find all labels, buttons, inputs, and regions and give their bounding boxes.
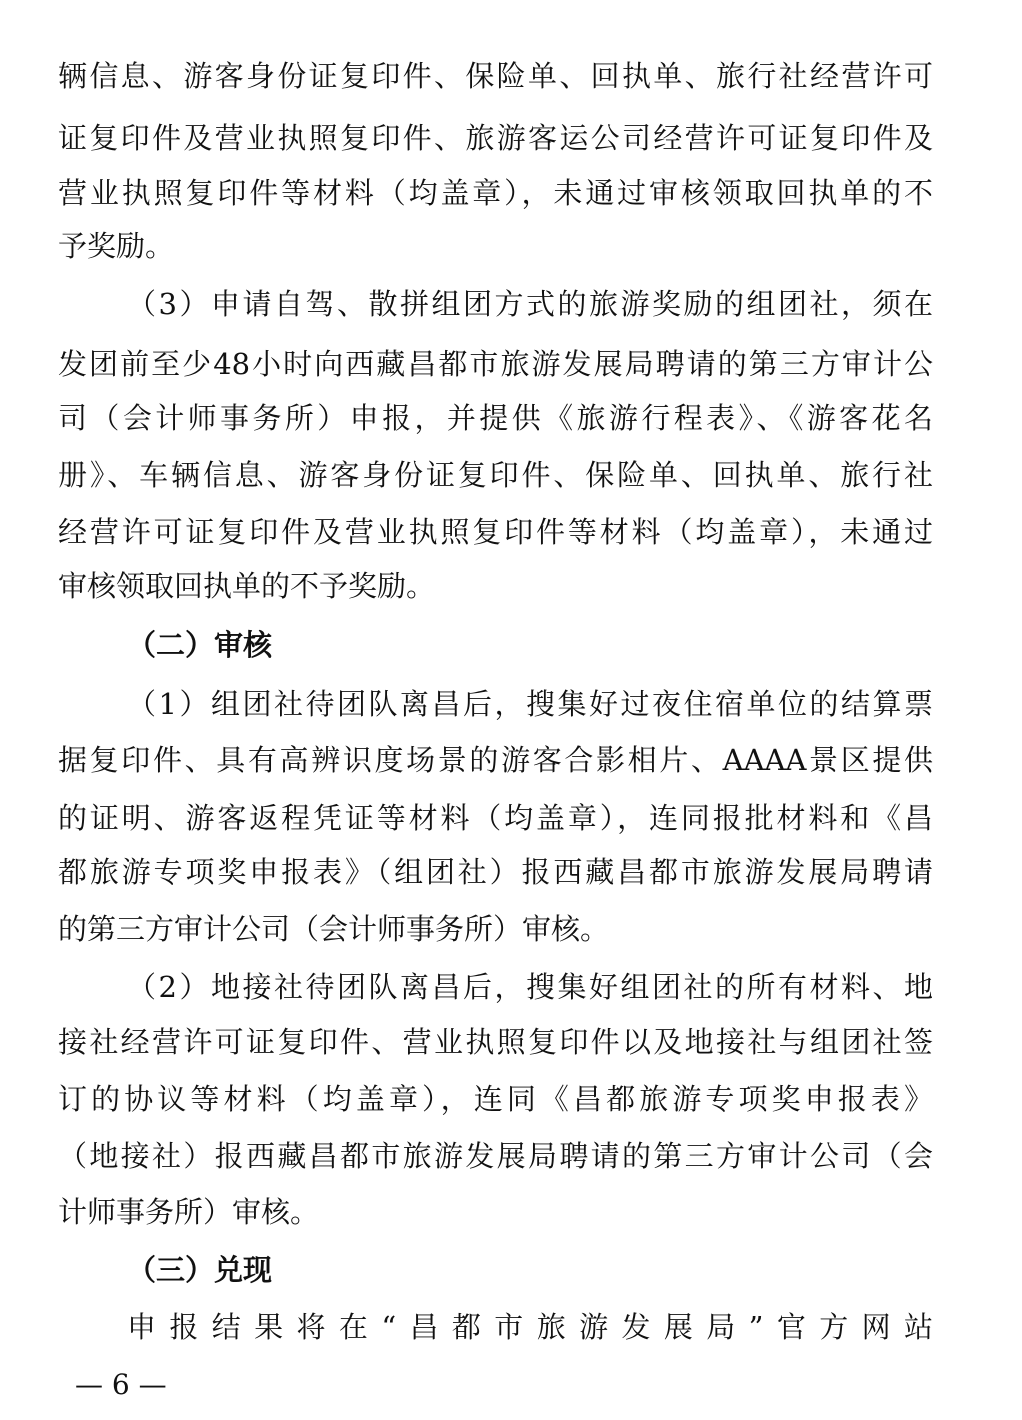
text-line: 予奖励。 — [58, 229, 175, 263]
text-line: 经营许可证复印件及营业执照复印件等材料（均盖章），未通过 — [58, 515, 933, 549]
text-line: （地接社）报西藏昌都市旅游发展局聘请的第三方审计公司（会 — [58, 1139, 933, 1173]
text-line: 接社经营许可证复印件、营业执照复印件以及地接社与组团社签 — [58, 1025, 933, 1059]
paragraph-review-2-start: （2）地接社待团队离昌后，搜集好组团社的所有材料、地 — [127, 970, 933, 1004]
paragraph-review-1-start: （1）组团社待团队离昌后，搜集好过夜住宿单位的结算票 — [127, 687, 933, 721]
text-line: 司（会计师事务所）申报，并提供《旅游行程表》、《游客花名 — [58, 401, 933, 435]
text-line: 订的协议等材料（均盖章），连同《昌都旅游专项奖申报表》 — [58, 1082, 933, 1116]
paragraph-redeem-start: 申报结果将在“昌都市旅游发展局”官方网站 — [127, 1310, 933, 1344]
text-line: 计师事务所）审核。 — [58, 1195, 320, 1229]
text-line: 的证明、游客返程凭证等材料（均盖章），连同报批材料和《昌 — [58, 801, 933, 835]
text-line: 据复印件、具有高辨识度场景的游客合影相片、AAAA景区提供 — [58, 743, 933, 777]
text-line: 的第三方审计公司（会计师事务所）审核。 — [58, 912, 610, 946]
text-line: 营业执照复印件等材料（均盖章），未通过审核领取回执单的不 — [58, 176, 933, 210]
text-line: 审核领取回执单的不予奖励。 — [58, 569, 436, 603]
text-line: 证复印件及营业执照复印件、旅游客运公司经营许可证复印件及 — [58, 121, 933, 155]
text-line: 发团前至少48小时向西藏昌都市旅游发展局聘请的第三方审计公 — [58, 347, 933, 381]
paragraph-3-start: （3）申请自驾、散拼组团方式的旅游奖励的组团社，须在 — [127, 287, 933, 321]
text-line: 都旅游专项奖申报表》（组团社）报西藏昌都市旅游发展局聘请 — [58, 855, 933, 889]
text-line: 辆信息、游客身份证复印件、保险单、回执单、旅行社经营许可 — [58, 59, 933, 93]
page-number: — 6 — — [75, 1368, 167, 1401]
text-line: 册》、车辆信息、游客身份证复印件、保险单、回执单、旅行社 — [58, 458, 933, 492]
section-heading-redeem: （三）兑现 — [127, 1253, 273, 1287]
section-heading-review: （二）审核 — [127, 628, 273, 662]
